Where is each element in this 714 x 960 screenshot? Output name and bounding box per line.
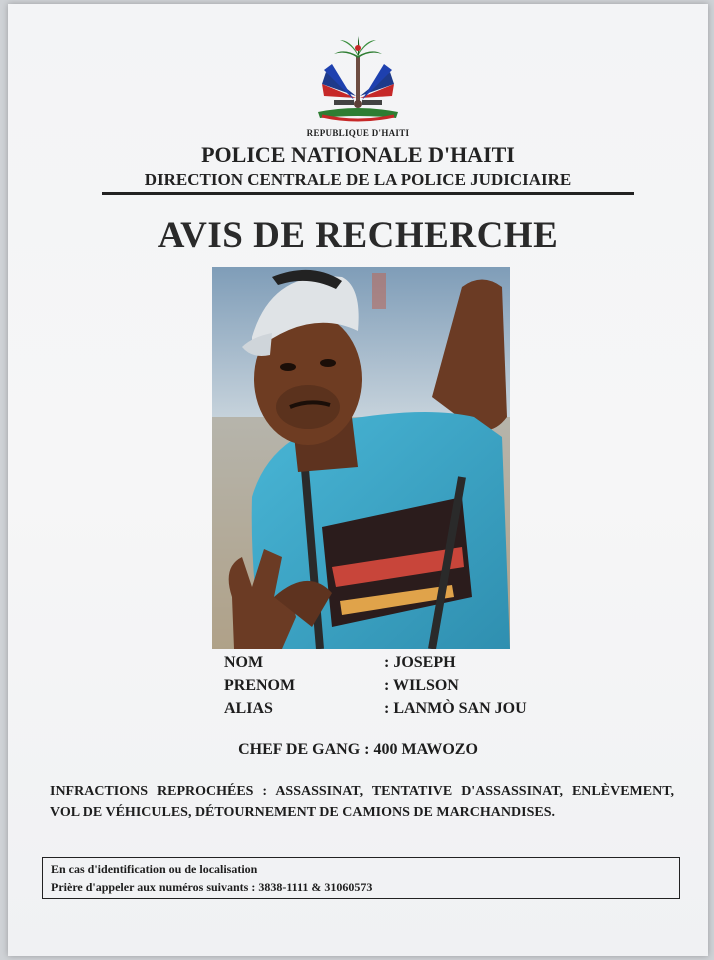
label-alias: ALIAS [224, 700, 273, 717]
infractions-list: ASSASSINAT, TENTATIVE D'ASSASSINAT, ENLÈVEMENT, VOL DE VÉHICULES, DÉTOURNEMENT DE CAMIONS DE MARCHANDISES. [50, 784, 675, 820]
contact-box [42, 857, 680, 899]
division-name: DIRECTION CENTRALE DE LA POLICE JUDICIAIRE [144, 170, 572, 189]
value-alias: : LANMÒ SAN JOU [384, 700, 527, 717]
country-name: REPUBLIQUE D'HAITI [306, 128, 410, 138]
wanted-poster [8, 4, 708, 956]
infractions-label: INFRACTIONS REPROCHÉES : [50, 784, 268, 799]
contact-line-1: En cas d'identification ou de localisation [51, 862, 258, 876]
contact-line-2: Prière d'appeler aux numéros suivants : 3838-1111 & 31060573 [51, 880, 373, 894]
label-nom: NOM [224, 654, 264, 671]
agency-name: POLICE NATIONALE D'HAITI [201, 142, 515, 167]
haiti-coat-of-arms-icon [308, 34, 408, 124]
label-prenom: PRENOM [224, 677, 296, 694]
value-nom: : JOSEPH [384, 654, 456, 671]
infractions-text [50, 781, 674, 823]
gang-label: CHEF DE GANG : [238, 741, 370, 758]
poster-title: AVIS DE RECHERCHE [157, 215, 559, 256]
gang-value: 400 MAWOZO [373, 741, 478, 758]
header-divider [102, 192, 634, 195]
gang-leader-line [8, 741, 708, 759]
value-prenom: : WILSON [384, 677, 459, 694]
suspect-photo [212, 267, 510, 649]
